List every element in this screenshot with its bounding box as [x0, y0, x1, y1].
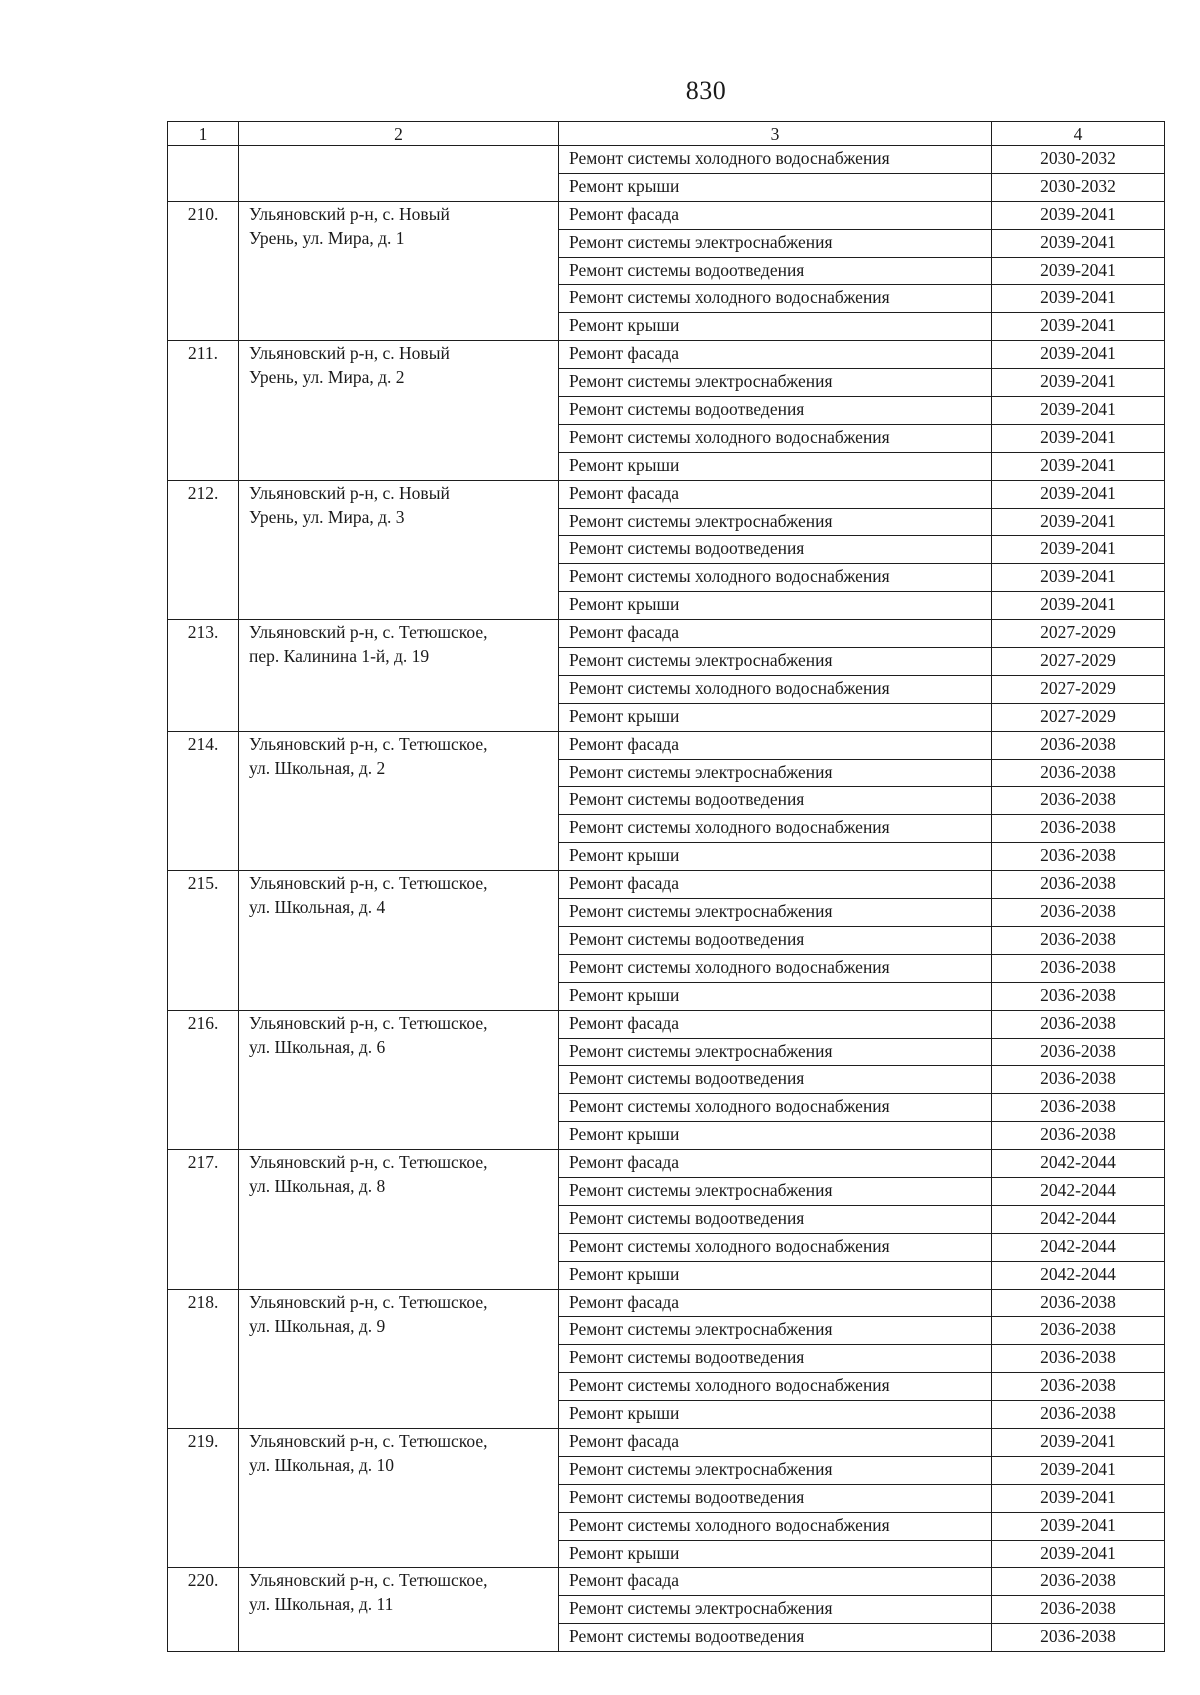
- work-type-cell: Ремонт системы водоотведения: [559, 257, 992, 285]
- period-cell: 2039-2041: [992, 369, 1165, 397]
- entry-number-cell: 215.: [168, 871, 239, 1010]
- entry-number-cell: [168, 146, 239, 202]
- period-cell: 2036-2038: [992, 787, 1165, 815]
- period-cell: 2036-2038: [992, 1094, 1165, 1122]
- entry-number-cell: 219.: [168, 1428, 239, 1567]
- address-cell: [239, 146, 559, 202]
- period-cell: 2039-2041: [992, 536, 1165, 564]
- period-cell: 2036-2038: [992, 1066, 1165, 1094]
- period-cell: 2039-2041: [992, 452, 1165, 480]
- work-type-cell: Ремонт фасада: [559, 480, 992, 508]
- period-cell: 2039-2041: [992, 424, 1165, 452]
- repair-schedule-table: [167, 121, 1165, 1652]
- period-cell: 2036-2038: [992, 1317, 1165, 1345]
- work-type-cell: Ремонт системы водоотведения: [559, 926, 992, 954]
- period-cell: 2036-2038: [992, 731, 1165, 759]
- period-cell: 2027-2029: [992, 703, 1165, 731]
- period-cell: 2036-2038: [992, 1122, 1165, 1150]
- column-number-1: 1: [168, 122, 239, 146]
- work-type-cell: Ремонт системы электроснабжения: [559, 759, 992, 787]
- period-cell: 2036-2038: [992, 1345, 1165, 1373]
- work-type-cell: Ремонт крыши: [559, 1401, 992, 1429]
- work-type-cell: Ремонт системы водоотведения: [559, 536, 992, 564]
- period-cell: 2042-2044: [992, 1150, 1165, 1178]
- period-cell: 2036-2038: [992, 871, 1165, 899]
- work-type-cell: Ремонт системы электроснабжения: [559, 508, 992, 536]
- entry-number-cell: 213.: [168, 620, 239, 732]
- period-cell: 2039-2041: [992, 257, 1165, 285]
- address-cell: [239, 620, 559, 732]
- period-cell: 2036-2038: [992, 954, 1165, 982]
- period-cell: 2030-2032: [992, 146, 1165, 174]
- period-cell: 2042-2044: [992, 1177, 1165, 1205]
- address-cell: [239, 1150, 559, 1289]
- work-type-cell: Ремонт системы электроснабжения: [559, 1038, 992, 1066]
- period-cell: 2036-2038: [992, 843, 1165, 871]
- work-type-cell: Ремонт фасада: [559, 620, 992, 648]
- period-cell: 2027-2029: [992, 620, 1165, 648]
- address-cell: [239, 480, 559, 619]
- period-cell: 2039-2041: [992, 397, 1165, 425]
- entry-number-cell: 217.: [168, 1150, 239, 1289]
- entry-number-cell: 212.: [168, 480, 239, 619]
- column-number-4: 4: [992, 122, 1165, 146]
- column-number-row: [168, 122, 1165, 146]
- work-type-cell: Ремонт системы холодного водоснабжения: [559, 1094, 992, 1122]
- address-line: Ульяновский р-н, с. Тетюшское,: [249, 873, 488, 894]
- period-cell: 2027-2029: [992, 648, 1165, 676]
- work-type-cell: Ремонт системы электроснабжения: [559, 369, 992, 397]
- address-line: ул. Школьная, д. 9: [249, 1315, 386, 1336]
- work-type-cell: Ремонт системы холодного водоснабжения: [559, 1233, 992, 1261]
- work-type-cell: Ремонт системы электроснабжения: [559, 1317, 992, 1345]
- table-body: [168, 122, 1165, 1652]
- work-type-cell: Ремонт системы электроснабжения: [559, 229, 992, 257]
- address-line: Урень, ул. Мира, д. 2: [249, 367, 405, 388]
- period-cell: 2036-2038: [992, 1568, 1165, 1596]
- entry-number-cell: 218.: [168, 1289, 239, 1428]
- period-cell: 2042-2044: [992, 1205, 1165, 1233]
- work-type-cell: Ремонт крыши: [559, 982, 992, 1010]
- table-row: [168, 1289, 1165, 1317]
- work-type-cell: Ремонт системы водоотведения: [559, 1205, 992, 1233]
- address-cell: [239, 1010, 559, 1149]
- work-type-cell: Ремонт крыши: [559, 592, 992, 620]
- address-line: Урень, ул. Мира, д. 3: [249, 506, 405, 527]
- work-type-cell: Ремонт системы водоотведения: [559, 1345, 992, 1373]
- table-row: [168, 480, 1165, 508]
- entry-number-cell: 216.: [168, 1010, 239, 1149]
- column-number-3: 3: [559, 122, 992, 146]
- work-type-cell: Ремонт фасада: [559, 1289, 992, 1317]
- period-cell: 2039-2041: [992, 480, 1165, 508]
- period-cell: 2039-2041: [992, 508, 1165, 536]
- table-row: [168, 1010, 1165, 1038]
- period-cell: 2036-2038: [992, 1373, 1165, 1401]
- table-row: [168, 731, 1165, 759]
- period-cell: 2036-2038: [992, 899, 1165, 927]
- entry-number-cell: 214.: [168, 731, 239, 870]
- work-type-cell: Ремонт системы холодного водоснабжения: [559, 285, 992, 313]
- period-cell: 2036-2038: [992, 1401, 1165, 1429]
- work-type-cell: Ремонт системы холодного водоснабжения: [559, 1373, 992, 1401]
- work-type-cell: Ремонт крыши: [559, 313, 992, 341]
- work-type-cell: Ремонт фасада: [559, 1010, 992, 1038]
- period-cell: 2036-2038: [992, 1596, 1165, 1624]
- address-line: Ульяновский р-н, с. Новый: [249, 203, 450, 224]
- table-row: [168, 1568, 1165, 1596]
- address-line: ул. Школьная, д. 4: [249, 897, 386, 918]
- period-cell: 2042-2044: [992, 1261, 1165, 1289]
- work-type-cell: Ремонт фасада: [559, 1428, 992, 1456]
- table-row: [168, 341, 1165, 369]
- address-line: Урень, ул. Мира, д. 1: [249, 227, 405, 248]
- work-type-cell: Ремонт крыши: [559, 1540, 992, 1568]
- period-cell: 2039-2041: [992, 1428, 1165, 1456]
- period-cell: 2039-2041: [992, 592, 1165, 620]
- period-cell: 2027-2029: [992, 675, 1165, 703]
- period-cell: 2030-2032: [992, 173, 1165, 201]
- work-type-cell: Ремонт системы холодного водоснабжения: [559, 564, 992, 592]
- work-type-cell: Ремонт фасада: [559, 201, 992, 229]
- entry-number-cell: 210.: [168, 201, 239, 340]
- work-type-cell: Ремонт крыши: [559, 703, 992, 731]
- work-type-cell: Ремонт фасада: [559, 341, 992, 369]
- work-type-cell: Ремонт системы холодного водоснабжения: [559, 815, 992, 843]
- address-line: ул. Школьная, д. 8: [249, 1176, 386, 1197]
- table-row: [168, 871, 1165, 899]
- work-type-cell: Ремонт фасада: [559, 1150, 992, 1178]
- work-type-cell: Ремонт системы электроснабжения: [559, 1596, 992, 1624]
- period-cell: 2039-2041: [992, 564, 1165, 592]
- address-line: Ульяновский р-н, с. Тетюшское,: [249, 733, 488, 754]
- period-cell: 2036-2038: [992, 1010, 1165, 1038]
- address-line: Ульяновский р-н, с. Тетюшское,: [249, 1570, 488, 1591]
- address-cell: [239, 1568, 559, 1652]
- address-line: Ульяновский р-н, с. Новый: [249, 343, 450, 364]
- work-type-cell: Ремонт системы электроснабжения: [559, 648, 992, 676]
- period-cell: 2039-2041: [992, 1512, 1165, 1540]
- period-cell: 2039-2041: [992, 1484, 1165, 1512]
- address-line: ул. Школьная, д. 6: [249, 1036, 386, 1057]
- work-type-cell: Ремонт системы водоотведения: [559, 1484, 992, 1512]
- table-row: [168, 1428, 1165, 1456]
- work-type-cell: Ремонт крыши: [559, 1261, 992, 1289]
- address-cell: [239, 341, 559, 480]
- work-type-cell: Ремонт фасада: [559, 731, 992, 759]
- table-row: [168, 201, 1165, 229]
- address-line: Ульяновский р-н, с. Тетюшское,: [249, 1430, 488, 1451]
- table-row: [168, 620, 1165, 648]
- period-cell: 2036-2038: [992, 926, 1165, 954]
- period-cell: 2039-2041: [992, 341, 1165, 369]
- work-type-cell: Ремонт системы водоотведения: [559, 397, 992, 425]
- work-type-cell: Ремонт системы холодного водоснабжения: [559, 146, 992, 174]
- work-type-cell: Ремонт фасада: [559, 1568, 992, 1596]
- entry-number-cell: 220.: [168, 1568, 239, 1652]
- period-cell: 2039-2041: [992, 201, 1165, 229]
- work-type-cell: Ремонт системы холодного водоснабжения: [559, 954, 992, 982]
- period-cell: 2036-2038: [992, 1038, 1165, 1066]
- address-cell: [239, 1428, 559, 1567]
- address-line: Ульяновский р-н, с. Новый: [249, 482, 450, 503]
- period-cell: 2039-2041: [992, 313, 1165, 341]
- column-number-2: 2: [239, 122, 559, 146]
- work-type-cell: Ремонт системы водоотведения: [559, 787, 992, 815]
- period-cell: 2036-2038: [992, 815, 1165, 843]
- address-line: пер. Калинина 1-й, д. 19: [249, 646, 430, 667]
- period-cell: 2036-2038: [992, 1289, 1165, 1317]
- work-type-cell: Ремонт фасада: [559, 871, 992, 899]
- work-type-cell: Ремонт системы электроснабжения: [559, 899, 992, 927]
- table-row: [168, 1150, 1165, 1178]
- period-cell: 2036-2038: [992, 1624, 1165, 1652]
- address-cell: [239, 871, 559, 1010]
- address-line: ул. Школьная, д. 10: [249, 1454, 395, 1475]
- work-type-cell: Ремонт крыши: [559, 173, 992, 201]
- work-type-cell: Ремонт системы холодного водоснабжения: [559, 1512, 992, 1540]
- address-cell: [239, 731, 559, 870]
- work-type-cell: Ремонт крыши: [559, 452, 992, 480]
- address-line: Ульяновский р-н, с. Тетюшское,: [249, 622, 488, 643]
- address-line: Ульяновский р-н, с. Тетюшское,: [249, 1291, 488, 1312]
- address-line: Ульяновский р-н, с. Тетюшское,: [249, 1152, 488, 1173]
- period-cell: 2042-2044: [992, 1233, 1165, 1261]
- work-type-cell: Ремонт системы холодного водоснабжения: [559, 675, 992, 703]
- address-cell: [239, 201, 559, 340]
- work-type-cell: Ремонт системы водоотведения: [559, 1066, 992, 1094]
- period-cell: 2039-2041: [992, 1540, 1165, 1568]
- address-cell: [239, 1289, 559, 1428]
- period-cell: 2039-2041: [992, 1456, 1165, 1484]
- work-type-cell: Ремонт системы водоотведения: [559, 1624, 992, 1652]
- period-cell: 2036-2038: [992, 982, 1165, 1010]
- entry-number-cell: 211.: [168, 341, 239, 480]
- page-number: 830: [685, 76, 727, 105]
- table-row: [168, 146, 1165, 174]
- work-type-cell: Ремонт системы холодного водоснабжения: [559, 424, 992, 452]
- period-cell: 2036-2038: [992, 759, 1165, 787]
- period-cell: 2039-2041: [992, 285, 1165, 313]
- work-type-cell: Ремонт крыши: [559, 843, 992, 871]
- work-type-cell: Ремонт системы электроснабжения: [559, 1177, 992, 1205]
- period-cell: 2039-2041: [992, 229, 1165, 257]
- work-type-cell: Ремонт системы электроснабжения: [559, 1456, 992, 1484]
- address-line: ул. Школьная, д. 2: [249, 757, 386, 778]
- work-type-cell: Ремонт крыши: [559, 1122, 992, 1150]
- address-line: ул. Школьная, д. 11: [249, 1594, 394, 1615]
- address-line: Ульяновский р-н, с. Тетюшское,: [249, 1012, 488, 1033]
